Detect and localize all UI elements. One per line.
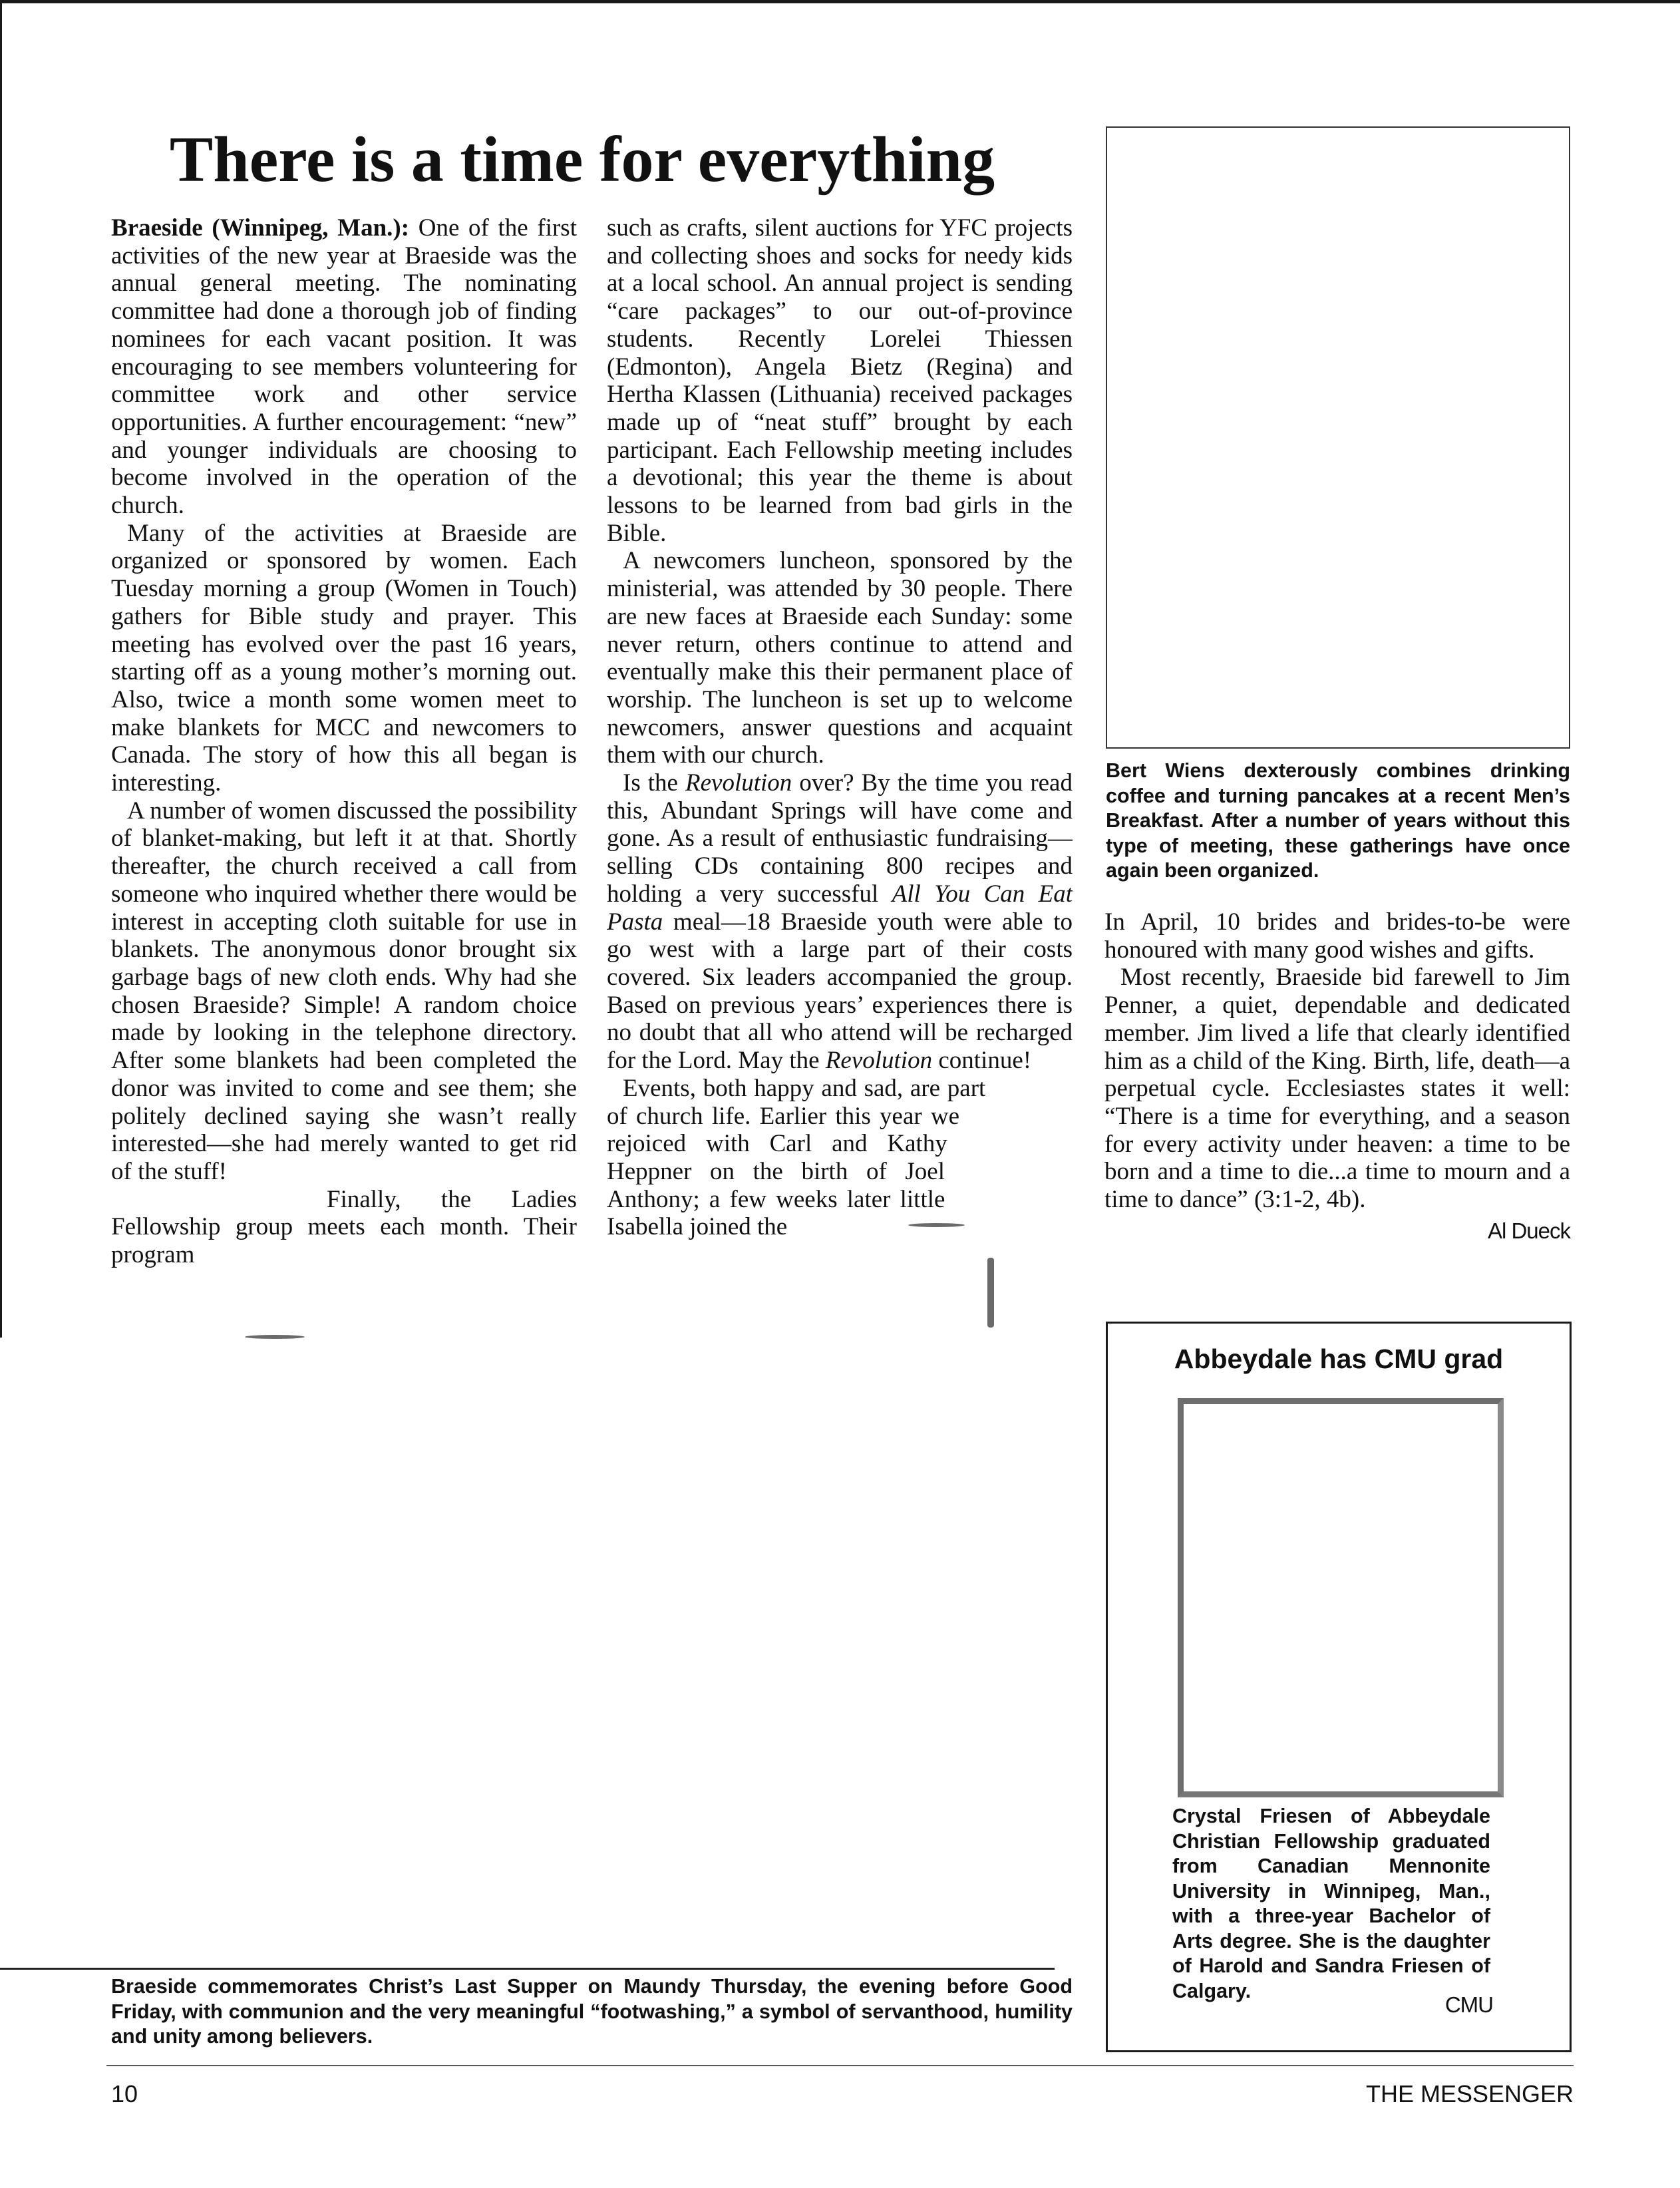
article-paragraph: In April, 10 brides and brides-to-be were honoured with many good wishes and gifts. xyxy=(1104,908,1570,964)
sidebar-title: Abbeydale has CMU grad xyxy=(1174,1344,1504,1374)
author-byline: Al Dueck xyxy=(1487,1218,1570,1243)
publication-name: THE MESSENGER xyxy=(1365,2080,1574,2107)
article-paragraph xyxy=(607,1075,1073,1241)
dateline: Braeside (Winnipeg, Man.): xyxy=(111,214,410,242)
graduate-photo xyxy=(1178,1398,1504,1797)
footer-rule xyxy=(106,2065,1574,2066)
photo-fragment xyxy=(245,1335,305,1339)
mens-breakfast-photo xyxy=(1106,126,1570,749)
article-column-1 xyxy=(111,214,577,1339)
article-paragraph xyxy=(111,1186,577,1269)
italic-title: Revolution xyxy=(825,1047,933,1075)
photo-credit: CMU xyxy=(1444,1992,1493,2017)
italic-title: Revolution xyxy=(685,769,792,797)
page-left-rule xyxy=(0,0,2,1338)
paragraph-text: Finally, the Ladies Fellowship group meets each month. Their program xyxy=(111,1185,577,1269)
paragraph-text: Events, both happy and sad, are part of church life. Earlier this year we rejoiced with Carl and Kathy Heppner on the birth of Joel Anthony; a few weeks later little Isabella joined the xyxy=(607,1074,986,1241)
article-column-3 xyxy=(1104,908,1570,1247)
text-run: Is the xyxy=(623,769,685,797)
photo-caption: Braeside commemorates Christ’s Last Supper on Maundy Thursday, the evening before Good Friday, with communion and the very meaningful “footwashing,” a symbol of servanthood, humility and unity among believers. xyxy=(111,1975,1073,2048)
sidebar-caption: Crystal Friesen of Abbeydale Christian Fellowship graduated from Canadian Mennonite University in Winnipeg, Man., with a three-year Bachelor of Arts degree. She is the daughter of Harold and Sandra Friesen of Calgary. xyxy=(1172,1805,1490,2002)
text-run: continue! xyxy=(932,1047,1032,1075)
photo-bottom-rule xyxy=(0,1968,1055,1970)
article-paragraph xyxy=(607,769,1073,1075)
italic-title: All You Can Eat Pasta xyxy=(607,880,1073,936)
paragraph-text: One of the first activities of the new year at Braeside was the annual general meeting. The nominating committee had done a thorough job of finding nominees for each vacant position. It was encouraging to see members volunteering for committee work and other service opportunities. A further encouragement: “new” and younger individuals are choosing to become involved in the operation of the church. xyxy=(111,214,577,520)
sidebar-box xyxy=(1106,1322,1572,2052)
page-number: 10 xyxy=(111,2080,138,2107)
text-run: meal—18 Braeside youth were able to go west with a large part of their costs covered. Six leaders accompanied the group. Based on previous years’ experiences there is no doubt that all who attend will be recharged for the Lord. May the xyxy=(607,908,1073,1075)
article-paragraph: A newcomers luncheon, sponsored by the ministerial, was attended by 30 people. There are new faces at Braeside each Sunday: some never return, others continue to attend and eventually make this their permanent place of worship. The luncheon is set up to welcome newcomers, answer questions and acquaint them with our church. xyxy=(607,547,1073,769)
text-run: over? By the time you read this, Abundant Springs will have come and gone. As a result of enthusiastic fundraising—selling CDs containing 800 recipes and holding a very successful xyxy=(607,769,1073,908)
photo-caption: Bert Wiens dexterously combines drinking coffee and turning pancakes at a recent Men’s Breakfast. After a number of years without this type of meeting, these gatherings have once again been organized. xyxy=(1106,759,1570,882)
article-paragraph: such as crafts, silent auctions for YFC projects and collecting shoes and socks for needy kids at a local school. An annual project is sending “care packages” to our out-of-province students. Recently Lorelei Thiessen (Edmonton), Angela Bietz (Regina) and Hertha Klassen (Lithuania) received packages made up of “neat stuff” brought by each participant. Each Fellowship meeting includes a devotional; this year the theme is about lessons to be learned from bad girls in the Bible. xyxy=(607,214,1073,547)
page-top-rule xyxy=(0,0,1680,3)
article-column-2 xyxy=(607,214,1073,1339)
article-paragraph: Many of the activities at Braeside are organized or sponsored by women. Each Tuesday morning a group (Women in Touch) gathers for Bible study and prayer. This meeting has evolved over the past 16 years, starting off as a young mother’s morning out. Also, twice a month some women meet to make blankets for MCC and newcomers to Canada. The story of how this all began is interesting. xyxy=(111,519,577,797)
photo-fragment xyxy=(987,1258,994,1328)
article-paragraph xyxy=(111,214,577,520)
article-headline: There is a time for everything xyxy=(169,124,995,196)
last-supper-photo-area xyxy=(0,1339,1101,1971)
article-paragraph: A number of women discussed the possibility of blanket-making, but left it at that. Shortly thereafter, the church received a call from someone who inquired whether there would be interest in accepting cloth suitable for use in blankets. The anonymous donor brought six garbage bags of new cloth ends. Why had she chosen Braeside? Simple! A random choice made by looking in the telephone directory. After some blankets had been completed the donor was invited to come and see them; she politely declined saying she wasn’t really interested—she had merely wanted to get rid of the stuff! xyxy=(111,797,577,1185)
photo-fragment xyxy=(908,1223,965,1227)
article-paragraph: Most recently, Braeside bid farewell to Jim Penner, a quiet, dependable and dedicated member. Jim lived a life that clearly identified him as a child of the King. Birth, life, death—a perpetual cycle. Ecclesiastes states it well: “There is a time for everything, and a season for every activity under heaven: a time to be born and a time to die...a time to mourn and a time to dance” (3:1-2, 4b). xyxy=(1104,964,1570,1214)
